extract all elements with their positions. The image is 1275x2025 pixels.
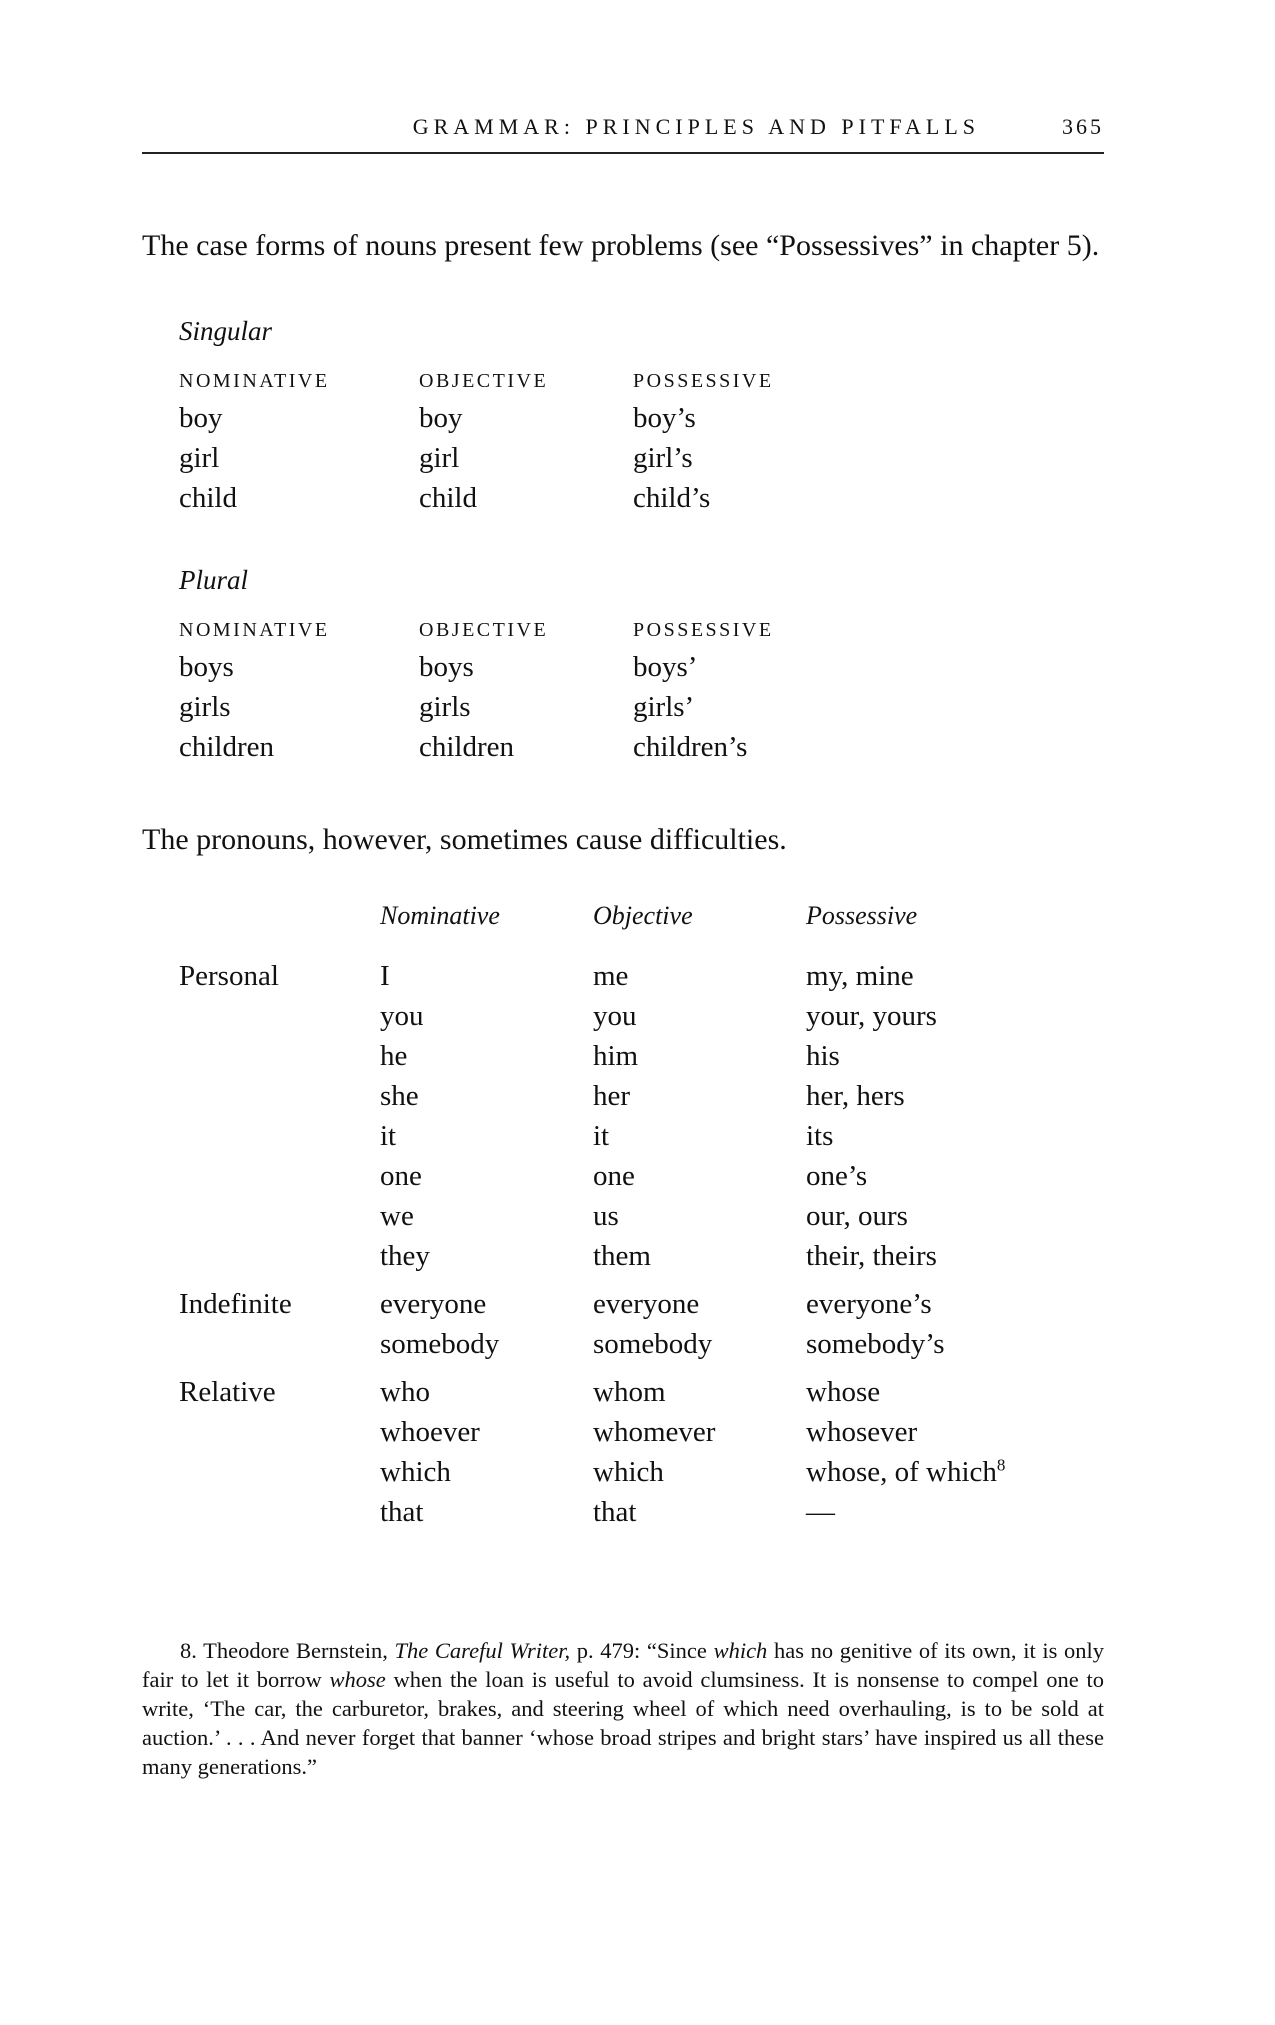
cell-text: you [593,1000,637,1032]
group-gap [179,1276,1076,1284]
table-cell [380,1284,593,1324]
cell-text: them [593,1240,651,1272]
cell-text: us [593,1200,619,1232]
cell-text: I [380,960,390,992]
table-cell: girls [179,691,231,723]
table-cell: children [179,731,275,763]
cell-text: him [593,1040,639,1072]
table-cell [806,1156,1076,1196]
cell-text: one [380,1160,422,1192]
cell-text: our, ours [806,1200,908,1232]
table-cell [593,1036,806,1076]
table-cell [806,1076,1076,1116]
cell-text: you [380,1000,424,1032]
group-label-spacer [179,1156,380,1196]
cell-text: she [380,1080,419,1112]
cell-text: whomever [593,1416,716,1448]
table-cell [593,1076,806,1116]
table-cell: boys’ [633,651,698,683]
table-cell [593,1284,806,1324]
group-gap [179,1364,1076,1372]
cell-text: me [593,960,629,992]
table-cell [593,1196,806,1236]
column-header: NOMINATIVE [179,370,330,392]
table-cell [593,1156,806,1196]
cell-text: they [380,1240,430,1272]
table-cell: child [179,482,237,514]
table-cell: girls’ [633,691,695,723]
table-cell [380,1196,593,1236]
pronoun-table [179,896,1079,1532]
cell-text: which [380,1456,451,1488]
cell-text: everyone’s [806,1288,932,1320]
footnote-number: 8. [180,1638,197,1663]
group-label: Indefinite [179,1288,292,1320]
table-cell: boys [179,651,234,683]
table-cell [593,1492,806,1532]
pronouns-paragraph: The pronouns, however, sometimes cause difficulties. [142,823,787,856]
table-cell [806,1324,1076,1364]
cell-text: — [806,1496,835,1528]
table-cell: children’s [633,731,748,763]
intro-paragraph: The case forms of nouns present few problems (see “Possessives” in chapter 5). [142,229,1100,262]
table-cell: boy [419,402,463,434]
cell-text: it [593,1120,610,1152]
column-header: Possessive [806,901,918,930]
cell-text: it [380,1120,397,1152]
table-cell [806,1036,1076,1076]
group-label-spacer [179,1076,380,1116]
footnote-book-title: The Careful Writer, [394,1638,571,1663]
table-cell [593,1324,806,1364]
table-cell: child [419,482,477,514]
cell-text: somebody [593,1328,713,1360]
group-label-spacer [179,1196,380,1236]
table-cell [806,996,1076,1036]
table-cell [806,1284,1076,1324]
cell-text: everyone [593,1288,700,1320]
footnote-emphasis: which [713,1638,768,1663]
table-cell: children [419,731,515,763]
group-label-spacer [179,1116,380,1156]
table-cell [593,1236,806,1276]
table-label: Plural [179,565,249,595]
table-cell: boy [179,402,223,434]
cell-text: whom [593,1376,666,1408]
cell-text: which [593,1456,664,1488]
table-cell [806,1236,1076,1276]
noun-grid [179,613,879,767]
table-cell [380,1236,593,1276]
table-cell: boys [419,651,474,683]
column-header: NOMINATIVE [179,619,330,641]
table-cell [380,1324,593,1364]
cell-text: my, mine [806,960,914,992]
table-cell: child’s [633,482,711,514]
cell-text: their, theirs [806,1240,937,1272]
cell-text: its [806,1120,834,1152]
group-label-spacer [179,1036,380,1076]
group-label: Relative [179,1376,276,1408]
group-label-spacer [179,996,380,1036]
cell-text: one’s [806,1160,868,1192]
table-cell [380,996,593,1036]
table-cell: girl’s [633,442,693,474]
cell-text: he [380,1040,408,1072]
cell-text: who [380,1376,430,1408]
group-label: Personal [179,960,279,992]
cell-text: somebody [380,1328,500,1360]
table-cell: girls [419,691,471,723]
column-header: OBJECTIVE [419,619,549,641]
table-cell: boy’s [633,402,696,434]
cell-text: that [593,1496,637,1528]
column-header: Objective [593,901,693,930]
group-label-spacer [179,1452,380,1492]
table-label: Singular [179,316,273,346]
table-cell [380,1492,593,1532]
table-cell [380,956,593,996]
table-cell [380,1156,593,1196]
singular-noun-table [179,314,879,518]
table-cell [593,1412,806,1452]
cell-text: her [593,1080,631,1112]
table-cell [806,956,1076,996]
table-cell: girl [179,442,220,474]
table-cell [593,1116,806,1156]
page-number: 365 [1062,114,1104,139]
column-header: POSSESSIVE [633,370,774,392]
cell-text: her, hers [806,1080,905,1112]
group-label-spacer [179,1492,380,1532]
table-cell: girl [419,442,460,474]
table-cell [593,956,806,996]
footnote-text: when the loan is useful to avoid clumsiness. It is nonsense to compel one to write, ‘The car, the carburetor, brakes, and steering wheel of which need overhauling, is to be sold at auction.’ . . . And never forget that banner ‘whose broad stripes and bright stars’ have inspired us all these many generations.” [142,1667,1105,1779]
cell-text: everyone [380,1288,487,1320]
table-cell [806,1412,1076,1452]
running-title: GRAMMAR: PRINCIPLES AND PITFALLS [412,114,980,139]
table-cell [380,1076,593,1116]
table-cell [806,1492,1076,1532]
footnote-author: Theodore Bernstein, [203,1638,388,1663]
group-label-spacer [179,1324,380,1364]
cell-text: whosever [806,1416,918,1448]
cell-text: his [806,1040,840,1072]
running-head [142,112,1104,154]
footnote-emphasis: whose [329,1667,386,1692]
group-label-spacer [179,1236,380,1276]
column-header: Nominative [380,901,500,930]
table-cell [593,1372,806,1412]
table-cell [593,996,806,1036]
pronoun-grid [179,896,1079,1532]
table-cell [380,1452,593,1492]
footnote [142,1636,1104,1781]
table-cell [593,1452,806,1492]
plural-noun-table [179,563,879,767]
table-cell [380,1036,593,1076]
table-cell [380,1372,593,1412]
group-label-spacer [179,1412,380,1452]
cell-text: one [593,1160,635,1192]
table-cell [806,1372,1076,1412]
cell-text: whose [806,1376,881,1408]
cell-text: whose, of which [806,1456,997,1488]
table-cell [806,1116,1076,1156]
table-cell [380,1412,593,1452]
table-cell [806,1452,1076,1492]
footnote-text: p. 479: “Since [570,1638,714,1663]
column-header: POSSESSIVE [633,619,774,641]
cell-text: your, yours [806,1000,937,1032]
cell-text: somebody’s [806,1328,945,1360]
noun-grid [179,364,879,518]
table-cell [806,1196,1076,1236]
cell-text: that [380,1496,424,1528]
footnote-marker: 8 [996,1455,1006,1475]
table-cell [380,1116,593,1156]
column-header: OBJECTIVE [419,370,549,392]
header-spacer [179,896,380,956]
footnote-text: has no genitive of its own, it is only fair to let it borrow [142,1638,1105,1692]
cell-text: we [380,1200,414,1232]
cell-text: whoever [380,1416,480,1448]
